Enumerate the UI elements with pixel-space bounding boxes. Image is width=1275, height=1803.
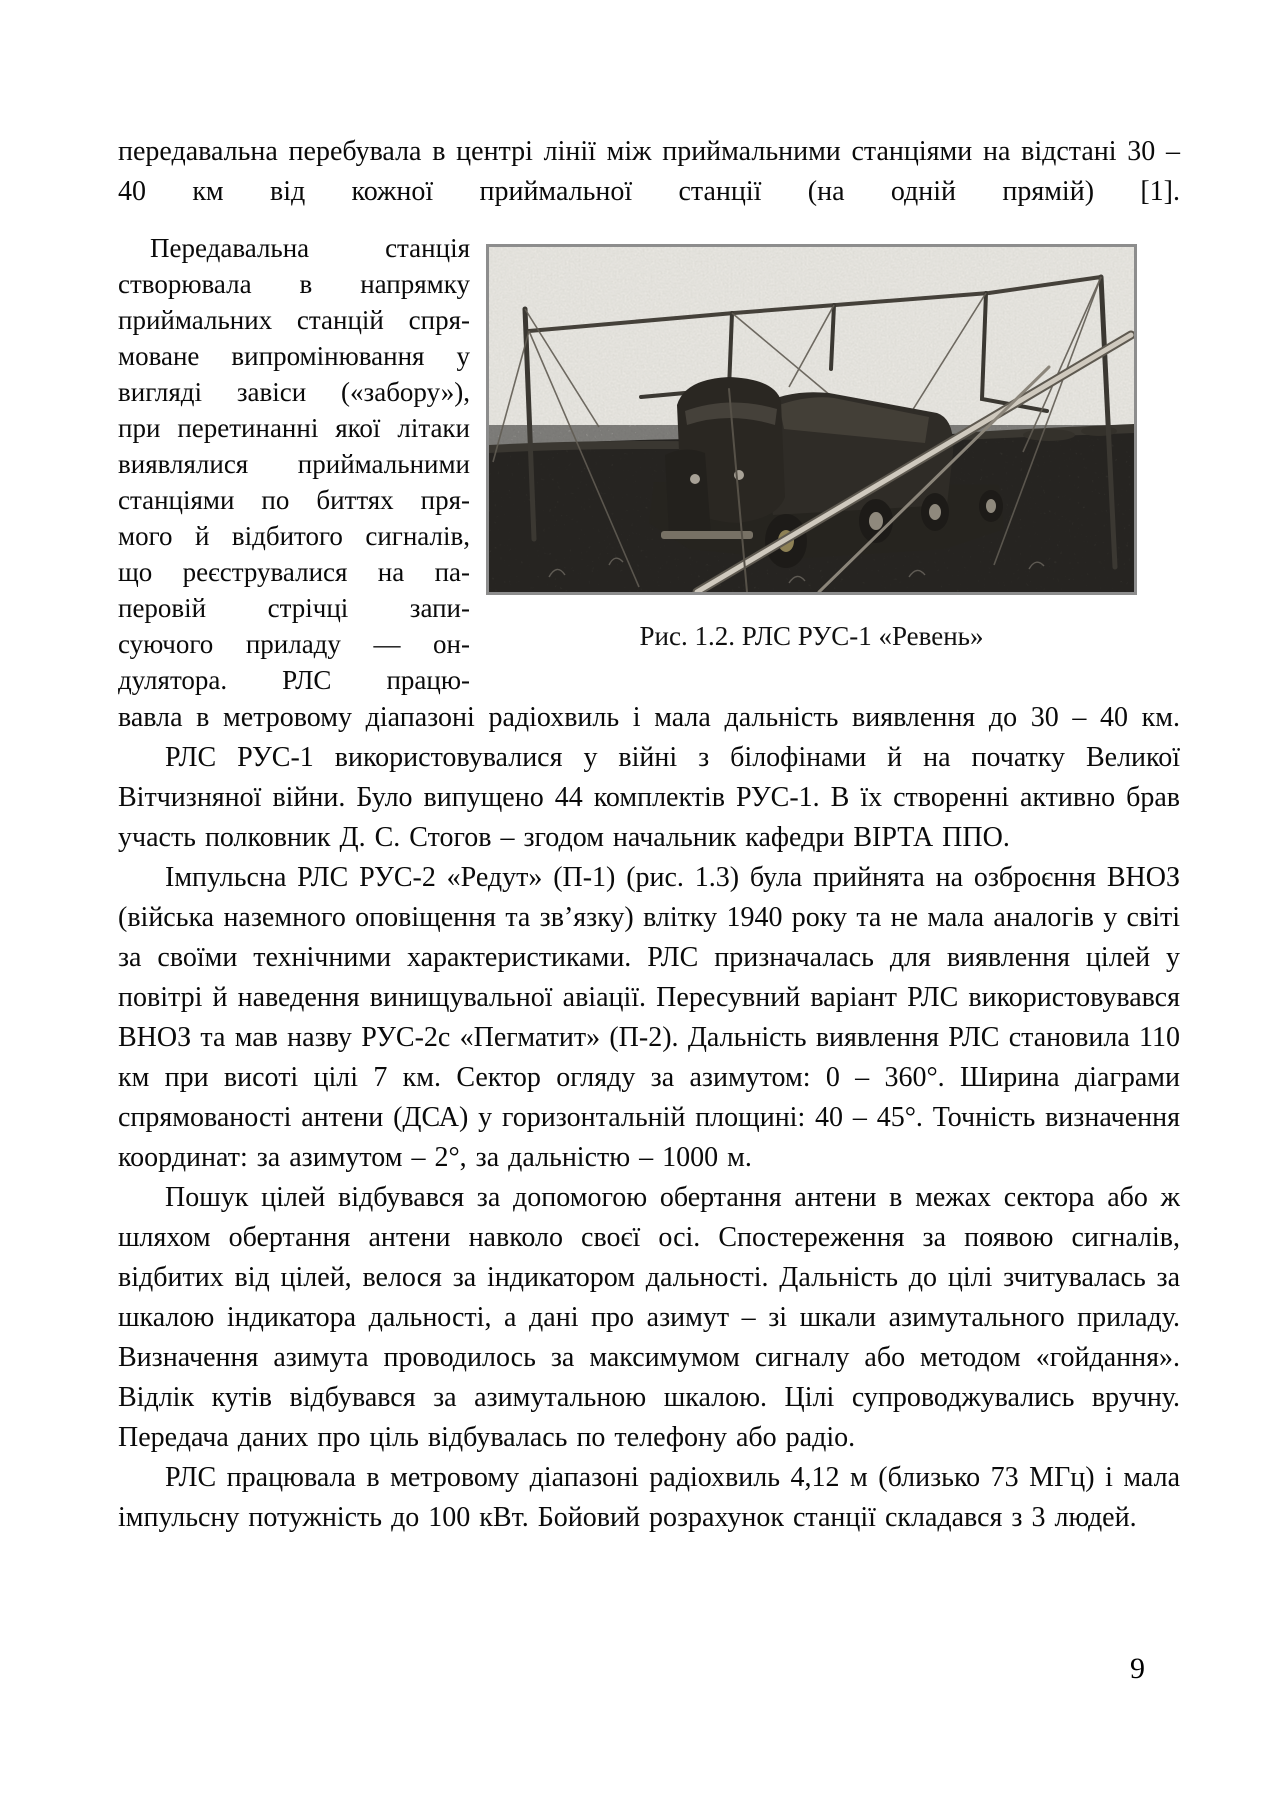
page-number: 9 bbox=[1130, 1652, 1145, 1685]
paragraph-target-search: Пошук цілей відбувався за допомогою обертання антени в межах сектора або ж шляхом обертання антени навколо своєї осі. Спостереження за появою сигналів, відбитих від цілей, велося за індикатором дальності. Дальність до цілі зчитувалась за шкалою індикатора дальності, а дані про азимут – зі шкали азимутального приладу. Визначення азимута проводилось за максимумом сигналу або методом «гойдання». Відлік кутів відбувався за азимутальною шкалою. Цілі супроводжувались вручну. Передача даних про ціль відбувалась по телефону або радіо. bbox=[118, 1182, 1180, 1453]
column-line: станціями по биттях пря- bbox=[118, 485, 470, 515]
paragraph-power-crew: РЛС працювала в метровому діапазоні радіохвиль 4,12 м (близько 73 МГц) і мала імпульсну потужність до 100 кВт. Бойовий розрахунок станції складався з 3 людей. bbox=[118, 1462, 1180, 1533]
column-line: при перетинанні якої літаки bbox=[118, 413, 470, 443]
column-line: приймальних станцій спря- bbox=[118, 305, 470, 335]
paragraph-rus2: Імпульсна РЛС РУС-2 «Редут» (П-1) (рис. 1.3) була прийнята на озброєння ВНОЗ (війська наземного оповіщення та зв’язку) влітку 1940 року та не мала аналогів у світі за своїми технічними характеристиками. РЛС призначалась для виявлення цілей у повітрі й наведення винищувальної авіації. Пересувний варіант РЛС використовувався ВНОЗ та мав назву РУС-2с «Пегматит» (П-2). Дальність виявлення РЛС становила 110 км при висоті цілі 7 км. Сектор огляду за азимутом: 0 – 360°. Ширина діаграми спрямованості антени (ДСА) у горизонтальній площині: 40 – 45°. Точність визначення координат: за азимутом – 2°, за дальністю – 1000 м. bbox=[118, 862, 1180, 1173]
column-line: дулятора. РЛС працю- bbox=[118, 665, 470, 695]
column-line: що реєструвалися на па- bbox=[118, 557, 470, 587]
column-figure-row bbox=[118, 230, 1180, 698]
column-line: створювала в напрямку bbox=[118, 269, 470, 299]
body-text bbox=[118, 698, 1180, 1538]
column-line: суючого приладу — он- bbox=[118, 629, 470, 659]
column-line: перовій стрічці запи- bbox=[118, 593, 470, 623]
column-line: вигляді завіси («забору»), bbox=[118, 377, 470, 407]
intro-paragraph: передавальна перебувала в центрі лінії між приймальними станціями на відстані 30 – 40 км від кожної приймальної станції (на одній прямій) [1]. bbox=[118, 136, 1180, 207]
figure-1-2 bbox=[486, 244, 1137, 698]
ondulator-continuation-line: вавла в метровому діапазоні радіохвиль і мала дальність виявлення до 30 – 40 км. bbox=[118, 702, 1180, 733]
column-line: мого й відбитого сигналів, bbox=[118, 521, 470, 551]
left-text-column bbox=[118, 230, 470, 698]
radar-photo bbox=[489, 247, 1134, 592]
figure-caption: Рис. 1.2. РЛС РУС-1 «Ревень» bbox=[639, 621, 984, 651]
intro-paragraph-wrap bbox=[118, 132, 1180, 212]
radar-photo-frame bbox=[486, 244, 1137, 595]
column-line: моване випромінювання у bbox=[118, 341, 470, 371]
column-line: виявлялися приймальними bbox=[118, 449, 470, 479]
column-line: Передавальна станція bbox=[150, 233, 470, 263]
paragraph-rus1: РЛС РУС-1 використовувалися у війні з білофінами й на початку Великої Вітчизняної війни. Було випущено 44 комплектів РУС-1. В їх створенні активно брав участь полковник Д. С. Стогов – згодом начальник кафедри ВІРТА ППО. bbox=[118, 742, 1180, 853]
